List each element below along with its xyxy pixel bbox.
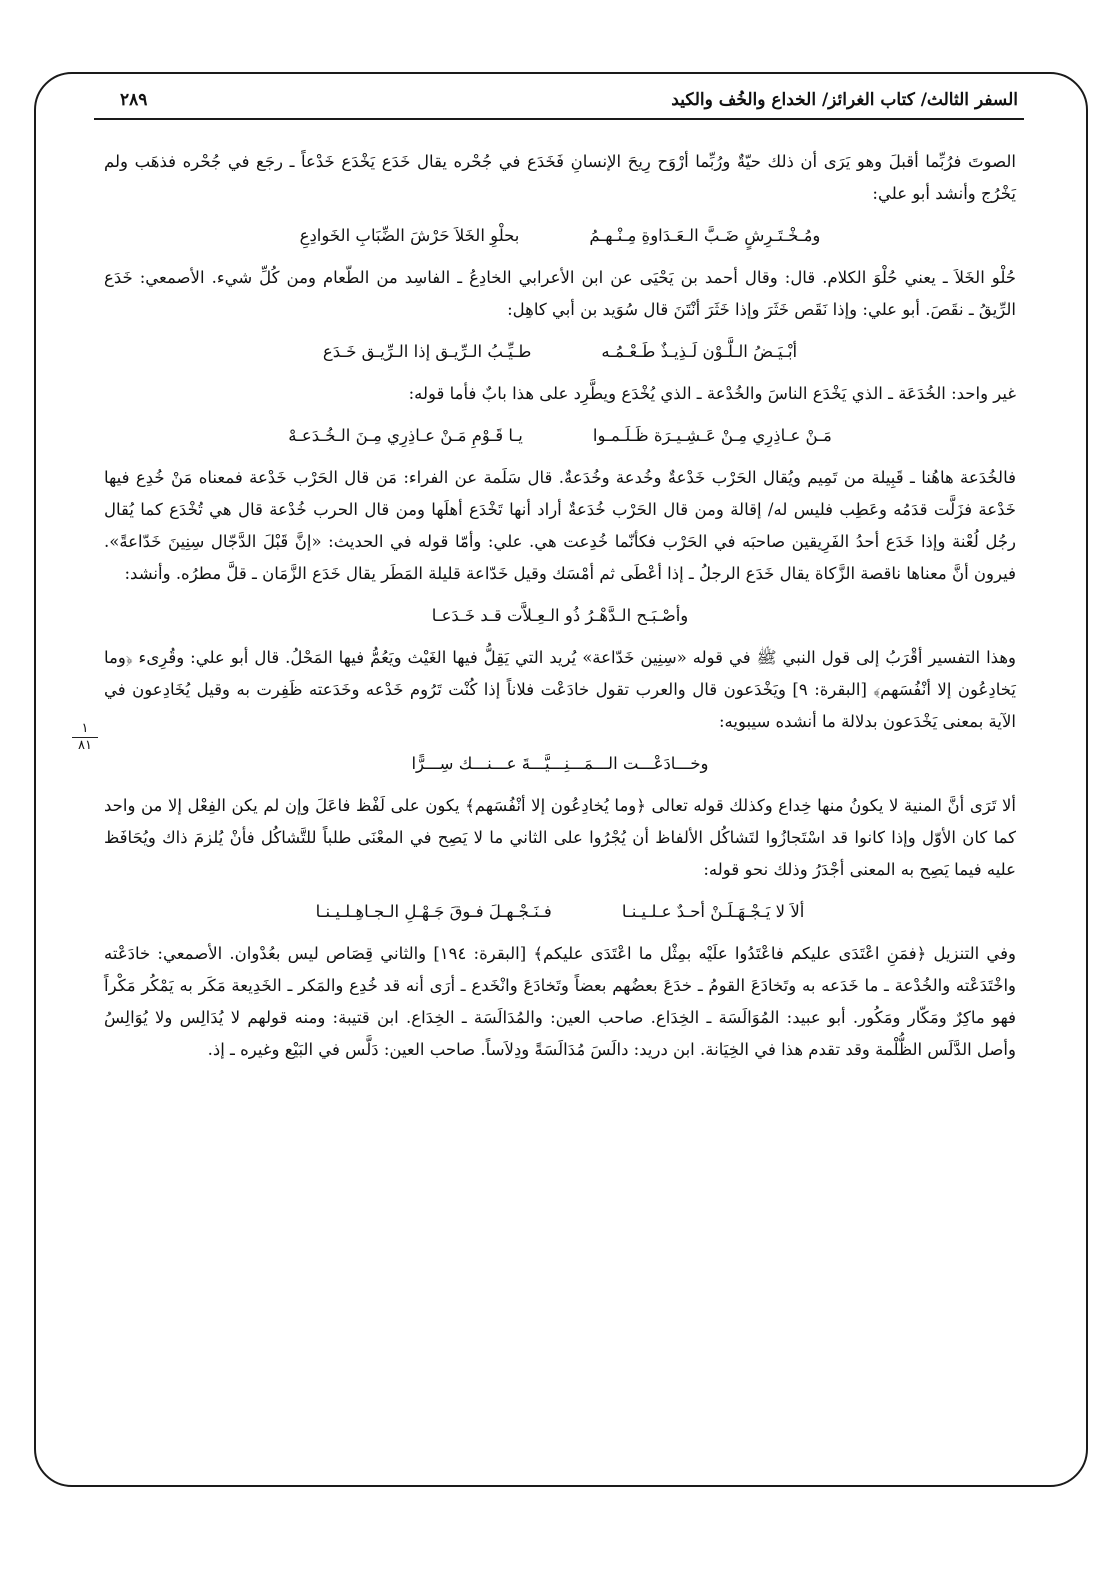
paragraph: حُلْو الخَلاَ ـ يعني حُلْوَ الكلام. قال: وقال أحمد بن يَحْيَى عن ابن الأعرابي الخادِعُ ـ الفاسِد من الطّعام ومن كُلِّ شيء. الأصمعي: خَدَع الرِّيقُ ـ نقَصَ. أبو علي: وإذا نَقَص خَثَرَ وإذا خَثَرَ أنْتَنَ قال سُوَيد بن أبي كاهِل:: [104, 268, 1016, 319]
verse-hemistich-second: فـنَـجْـهـلَ فـوقَ جَـهْـلِ الـجـاهِـلـيـنـا: [315, 902, 552, 921]
paragraph: الصوتَ فرُبِّما أقبلَ وهو يَرَى أن ذلك حيّةٌ ورُبِّما أرْوَح رِيحَ الإنسانِ فَخَدَع في جُحْره يقال خَدَع يَخْدَع خَدْعاً ـ رجَع في جُحْره فذهَب ولم يَخْرُج وأنشد أبو علي:: [104, 152, 1016, 203]
paragraph: فالخُدَعة هاهُنا ـ قَبِيلة من تَمِيم ويُقال الحَرْب خَدْعةٌ وخُدعة وخُدَعةٌ. قال سَلَمة عن الفراء: مَن قال الحَرْب خَدْعة فمعناه مَنْ خُدِع فيها خَدْعة فزَلَّت قدَمُه وعَطِب فليس له/ إقالة ومن قال الحَرْب خُدَعةٌ أراد أنها تَخْدَع أهلَها ومن قال الحرب خُدْعة قال هي تُخْدَع كما يُقال رجُل لُعْنة وإذا خَدَع أحدُ الفَرِيقين صاحبَه في الحَرْب فكأنّما خُدِعت هي. علي: وأمّا قوله في الحديث: «إنَّ قَبْلَ الدَّجّال سِنِينَ خَدّاعةً». فيرون أنَّ معناها ناقصة الزَّكاة يقال خَدَع الرجلُ ـ إذا أعْطَى ثم أمْسَك وقيل خَدّاعة قليلة المَطَر يقال خَدَع الزَّمَان ـ قلَّ مطرُه. وأنشد:: [104, 468, 1016, 583]
page-header: [100, 88, 1018, 118]
verse-line: [104, 419, 1016, 453]
margin-ref-numerator: ١: [81, 721, 89, 736]
verse-single: وخـــادَعْـــت الـــمَـــنِـــيَّـــةَ عـــنـــك سِـــرًّا: [411, 754, 709, 773]
verse-line: [104, 599, 1016, 633]
verse-line: [104, 219, 1016, 253]
running-title: السفر الثالث/ كتاب الغرائز/ الخداع والخُف والكيد: [671, 90, 1018, 110]
verse-single: وأصْـبَـح الـدَّهْـرُ ذُو الـعِـلاَّت قـد خَـدَعـا: [431, 606, 689, 625]
header-rule: [94, 118, 1024, 120]
paragraph: ألا تَرَى أنَّ المنية لا يكونُ منها خِداع وكذلك قوله تعالى ﴿وما يُخادِعُون إلا أنْفُسَهم﴾ يكون على لَفْظ فاعَلَ وإن لم يكن الفِعْل إلا من واحد كما كان الأوّل وإذا كانوا قد اسْتَجازُوا لتَشاكُل الألفاظ أن يُجْرُوا على الثاني ما لا يَصِح في المعْنَى طلباً للتَّشاكُل فأنْ يُلزمَ ذاك ويُحَافَظ عليه فيما يَصِح به المعنى أجْدَرُ وذلك نحو قوله:: [104, 796, 1016, 879]
verse-line: [104, 747, 1016, 781]
page-body: [104, 146, 1016, 1075]
verse-hemistich-first: أبْـيَـضُ الـلَّـوْن لَـذِيـذٌ طَـعْـمُـه: [601, 342, 798, 361]
margin-ref-denominator: ٨١: [78, 738, 92, 753]
verse-line: [104, 895, 1016, 929]
verse-hemistich-first: مَـنْ عـاذِرِي مِـنْ عَـشِـيـرَة ظَـلَـمـوا: [592, 426, 832, 445]
verse-hemistich-first: ومُـخْـتَـرِشٍ ضَـبَّ الـعَـدَاوةِ مِـنْـهـمُ: [589, 226, 821, 245]
verse-hemistich-second: بحلْوِ الخَلاَ حَرْشَ الضِّبَابِ الخَوادِعِ: [299, 226, 520, 245]
paragraph: غير واحد: الخُدَعَة ـ الذي يَخْدَع الناسَ والخُدْعة ـ الذي يُخْدَع ويطَّرِد على هذا بابٌ فأما قوله:: [408, 384, 1016, 403]
verse-hemistich-second: طـيِّـبُ الـرِّيـق إذا الـرِّيـق خَـدَع: [322, 342, 532, 361]
margin-page-reference: [72, 722, 98, 753]
verse-hemistich-first: ألاَ لا يَـجْـهَـلَـنْ أحـدٌ عـلـيـنـا: [621, 902, 805, 921]
verse-line: [104, 335, 1016, 369]
paragraph: وهذا التفسير أقْرَبُ إلى قول النبي ﷺ في قوله «سِنِين خَدّاعة» يُريد التي يَقِلُّ فيها الغَيْث ويَعُمُّ فيها المَحْلُ. قال أبو علي: وقُرِىء ﴿وما يَخادِعُون إلا أنْفُسَهم﴾ [البقرة: ٩] ويَخْدَعون قال والعرب تقول خادَعْت فلاناً إذا كُنْت تَرُوم خَدْعه وخَدَعته ظَفِرت به وقيل يُخَادِعون في الآية بمعنى يَخْدَعون بدلالة ما أنشده سيبويه:: [104, 648, 1016, 731]
verse-hemistich-second: يـا قَـوْمِ مَـنْ عـاذِرِي مِـنَ الـخُـدَعـهْ: [288, 426, 523, 445]
page-number: ٢٨٩: [120, 90, 148, 110]
paragraph: وفي التنزيل ﴿فمَنِ اعْتَدَى عليكم فاعْتَدُوا علَيْه بمِثْل ما اعْتَدَى عليكم﴾ [البقرة: ١٩٤] والثاني قِصَاص ليس بعُدْوان. الأصمعي: خادَعْته واخْتَدَعْته والخُدْعة ـ ما خَدَعه به وتَخادَعَ القومُ ـ خدَعَ بعضُهم بعضاً وتَخادَعَ وانْخَدع ـ أرَى أنه قد خُدِع والمَكر ـ الخَدِيعة مَكَر به يَمْكُر مَكْراً فهو ماكِرٌ ومَكّار ومَكُور. أبو عبيد: المُوَالَسَة ـ الخِدَاع. صاحب العين: والمُدَالَسَة ـ الخِدَاع. ابن قتيبة: ومنه قولهم لا يُدَالِس ولا يُوَالِسُ وأصل الدَّلَس الظُّلْمة وقد تقدم هذا في الخِيَانة. ابن دريد: دالَسَ مُدَالَسَةً ودِلاَساً. صاحب العين: دَلَّس في البَيْع وغيره ـ إذ.: [104, 944, 1016, 1059]
